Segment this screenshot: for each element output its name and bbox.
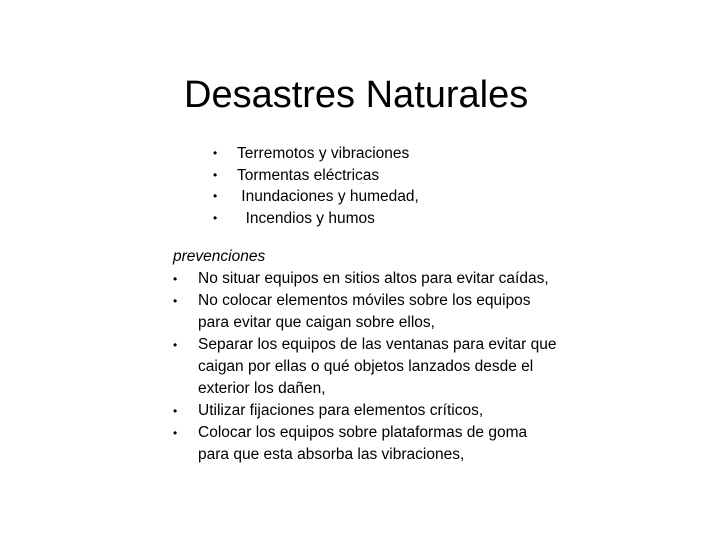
bullet-icon: •	[173, 272, 178, 286]
hazards-list	[210, 143, 419, 229]
list-item	[173, 290, 593, 334]
bullet-icon: •	[213, 146, 218, 160]
prevention-line: No colocar elementos móviles sobre los equipos	[198, 292, 531, 309]
prevention-line: Colocar los equipos sobre plataformas de goma	[198, 424, 528, 441]
hazard-text: Terremotos y vibraciones	[237, 145, 410, 162]
preventions-list	[173, 268, 593, 466]
bullet-icon: •	[173, 426, 178, 440]
bullet-icon: •	[173, 404, 178, 418]
prevention-line: No situar equipos en sitios altos para evitar caídas,	[198, 270, 549, 287]
prevention-line: Separar los equipos de las ventanas para evitar que	[198, 336, 557, 353]
list-item	[210, 165, 419, 187]
prevention-line: exterior los dañen,	[198, 380, 326, 397]
bullet-icon: •	[173, 338, 178, 352]
list-item	[210, 143, 419, 165]
bullet-icon: •	[213, 210, 218, 225]
preventions-section	[173, 246, 593, 466]
list-item	[210, 186, 419, 208]
list-item	[210, 208, 419, 230]
prevention-line: para evitar que caigan sobre ellos,	[198, 314, 435, 331]
preventions-heading: prevenciones	[173, 248, 266, 265]
bullet-icon: •	[213, 167, 218, 182]
bullet-icon: •	[173, 294, 178, 308]
slide-title: Desastres Naturales	[184, 74, 529, 116]
prevention-line: caigan por ellas o qué objetos lanzados desde el	[198, 358, 534, 375]
list-item	[173, 334, 593, 400]
prevention-line: Utilizar fijaciones para elementos críticos,	[198, 402, 484, 419]
hazard-text: Incendios y humos	[237, 209, 375, 227]
list-item	[173, 268, 593, 290]
hazard-text: Tormentas eléctricas	[237, 166, 380, 184]
prevention-line: para que esta absorba las vibraciones,	[198, 446, 465, 463]
bullet-icon: •	[213, 189, 218, 203]
hazard-text: Inundaciones y humedad,	[237, 188, 419, 205]
list-item	[173, 400, 593, 422]
list-item	[173, 422, 593, 466]
